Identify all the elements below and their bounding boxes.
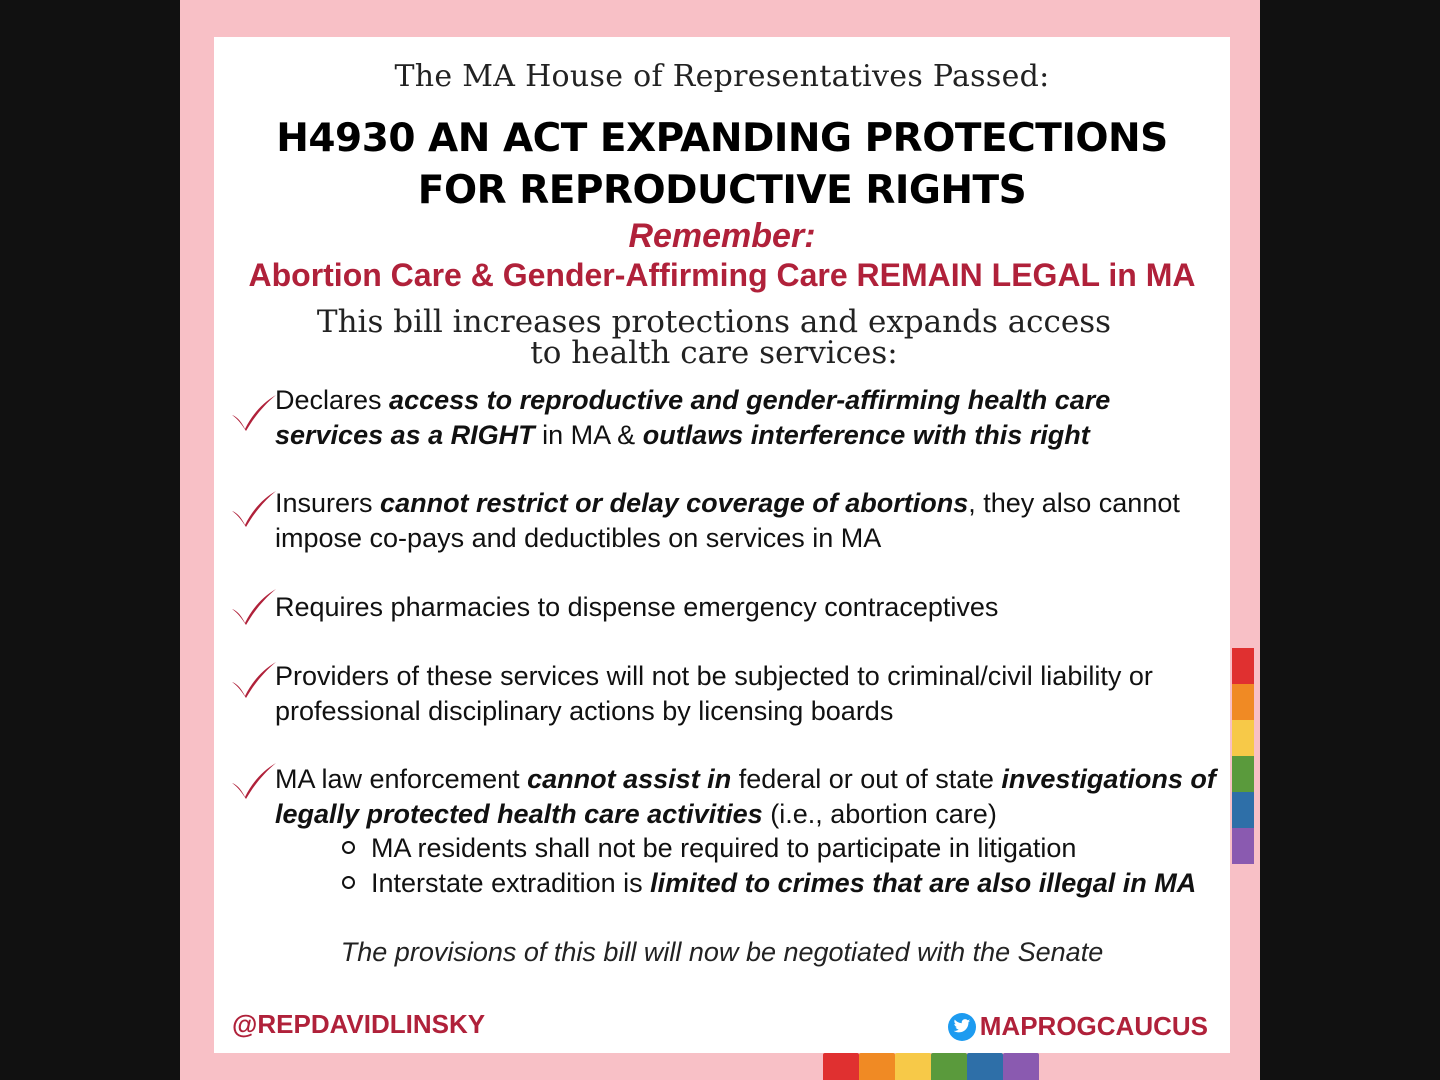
checkmark-icon	[230, 393, 278, 433]
checkmark-icon	[230, 660, 278, 700]
intro-text	[274, 304, 1154, 371]
remain-legal-text: Abortion Care & Gender-Affirming Care REMAIN LEGAL in MA	[248, 257, 1196, 293]
sub-list-item: Interstate extradition is limited to crimes that are also illegal in MA	[342, 866, 1222, 901]
handle-maprogcaucus	[948, 1011, 1208, 1042]
handle-repdavidlinsky: @REPDAVIDLINSKY	[232, 1009, 486, 1039]
list-item: MA law enforcement cannot assist in federal or out of state investigations of legally protected health care activities (i.e., abortion care)	[275, 764, 1216, 829]
rainbow-stripe-vertical	[1232, 648, 1254, 864]
sub-list-item: MA residents shall not be required to participate in litigation	[342, 831, 1222, 866]
rainbow-stripe-horizontal	[823, 1053, 1039, 1080]
checkmark-icon	[230, 761, 278, 801]
intro-line-2: to health care services:	[530, 335, 898, 371]
remember-heading: Remember:	[628, 217, 816, 255]
flyer-card	[214, 37, 1230, 1053]
intro-line-1: This bill increases protections and expands access	[316, 304, 1112, 340]
list-item: Insurers cannot restrict or delay coverage of abortions, they also cannot impose co-pays and deductibles on services in MA	[275, 488, 1180, 553]
list-item: Requires pharmacies to dispense emergency contraceptives	[275, 592, 999, 622]
bill-title: H4930 AN ACT EXPANDING PROTECTIONS FOR REPRODUCTIVE RIGHTS	[276, 116, 1168, 213]
list-item: Providers of these services will not be subjected to criminal/civil liability or professional disciplinary actions by licensing boards	[275, 661, 1153, 726]
checkmark-icon	[230, 489, 278, 529]
hollow-bullet-icon	[342, 841, 355, 854]
kicker-text: The MA House of Representatives Passed:	[394, 59, 1050, 94]
checkmark-icon	[230, 587, 278, 627]
handle-right-text: MAPROGCAUCUS	[979, 1011, 1208, 1041]
hollow-bullet-icon	[342, 876, 355, 889]
footer-note: The provisions of this bill will now be negotiated with the Senate	[340, 937, 1104, 967]
twitter-bird-icon	[948, 1013, 976, 1041]
list-item: Declares access to reproductive and gender-affirming health care services as a RIGHT in MA & outlaws interference with this right	[275, 385, 1111, 450]
